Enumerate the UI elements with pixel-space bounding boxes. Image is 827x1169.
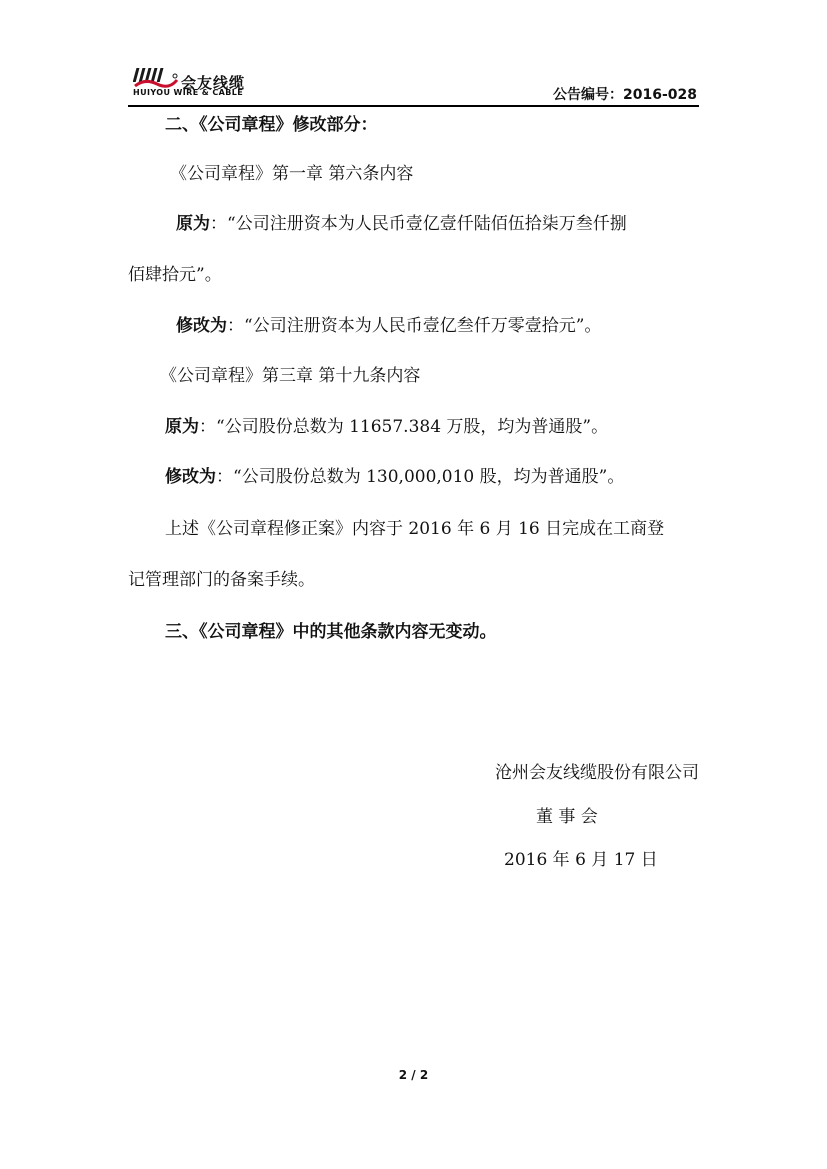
amended-text: ：“公司股份总数为 130,000,010 股，均为普通股”。 (216, 467, 625, 487)
logo-english-name: HUIYOU WIRE & CABLE (133, 88, 244, 97)
original-label: 原为 (176, 214, 210, 234)
filing-paragraph-cont: 记管理部门的备案手续。 (128, 570, 315, 590)
article6-amended (176, 311, 601, 336)
filing-paragraph: 上述《公司章程修正案》内容于 2016 年 6 月 16 日完成在工商登 (165, 519, 665, 539)
logo-chinese-name: 会友线缆 (181, 74, 246, 92)
page-indicator: 2 / 2 (398, 1068, 429, 1082)
company-logo (131, 64, 281, 100)
amended-text: ：“公司注册资本为人民币壹亿叁仟万零壹拾元”。 (227, 316, 602, 336)
amended-label: 修改为 (165, 467, 216, 487)
header-rule (128, 105, 699, 107)
original-label: 原为 (165, 417, 199, 437)
board-signature: 董 事 会 (536, 807, 598, 827)
article19-amended (165, 462, 624, 487)
article19-original (165, 412, 608, 437)
original-text: ：“公司股份总数为 11657.384 万股，均为普通股”。 (199, 417, 609, 437)
company-signature: 沧州会友线缆股份有限公司 (495, 763, 699, 783)
section2-title: 二、《公司章程》修改部分： (165, 115, 378, 135)
signature-date: 2016 年 6 月 17 日 (504, 850, 658, 870)
original-text: ：“公司注册资本为人民币壹亿壹仟陆佰伍拾柒万叁仟捌 (210, 214, 627, 234)
section3-title: 三、《公司章程》中的其他条款内容无变动。 (165, 622, 497, 642)
notice-number: 公告编号：2016-028 (553, 87, 697, 103)
article6-heading: 《公司章程》第一章 第六条内容 (170, 164, 414, 184)
amended-label: 修改为 (176, 316, 227, 336)
article6-original (176, 209, 627, 234)
logo-mark-icon (133, 66, 181, 90)
article19-heading: 《公司章程》第三章 第十九条内容 (160, 366, 421, 386)
article6-original-cont: 佰肆拾元”。 (128, 265, 222, 285)
